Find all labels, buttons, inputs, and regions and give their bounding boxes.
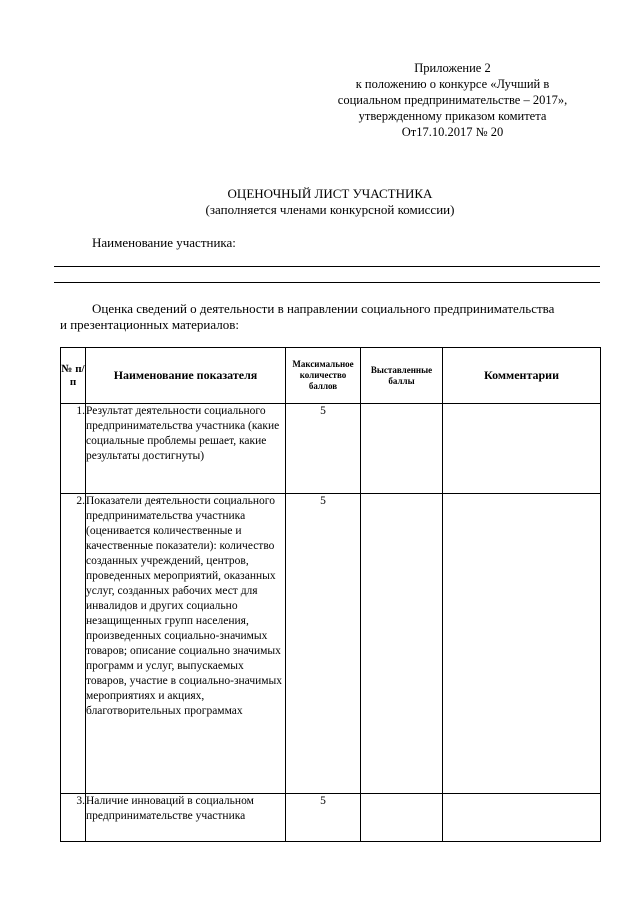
header-comments: Комментарии [443, 348, 601, 404]
document-title: ОЦЕНОЧНЫЙ ЛИСТ УЧАСТНИКА [227, 186, 433, 201]
participant-name-line [54, 282, 600, 283]
row-comment-cell[interactable] [443, 494, 601, 794]
appendix-line: Приложение 2 [414, 61, 491, 75]
participant-name-line [54, 266, 600, 267]
header-max-points: Максимальное количество баллов [286, 348, 361, 404]
table-row [61, 404, 601, 494]
intro-paragraph [60, 301, 600, 333]
row-comment-cell[interactable] [443, 794, 601, 842]
header-given-points: Выставленные баллы [361, 348, 443, 404]
row-indicator-name: Результат деятельности социального предпринимательства участника (какие социальные проблемы решает, какие результаты достигнуты) [86, 404, 286, 494]
row-number: 2. [61, 494, 86, 794]
intro-line: и презентационных материалов: [60, 317, 239, 332]
table-row [61, 494, 601, 794]
table-row [61, 794, 601, 842]
evaluation-table [60, 347, 601, 842]
appendix-line: к положению о конкурсе «Лучший в [355, 77, 550, 91]
row-indicator-name: Наличие инноваций в социальном предпринимательстве участника [86, 794, 286, 842]
row-indicator-name: Показатели деятельности социального предпринимательства участника (оценивается количественные и качественные показатели): количество созданных учреждений, центров, проведенных мероприятий, оказанных услуг, созданных рабочих мест для инвалидов и других социально незащищенных групп населения, произведенных социально-значимых товаров; описание социально значимых программ и услуг, выпускаемых товаров, участие в социально-значимых мероприятиях и акциях, благотворительных программах [86, 494, 286, 794]
row-max-points: 5 [286, 494, 361, 794]
appendix-line: социальном предпринимательстве – 2017», [337, 93, 568, 107]
appendix-line: От17.10.2017 № 20 [401, 125, 504, 139]
header-indicator-name: Наименование показателя [86, 348, 286, 404]
row-comment-cell[interactable] [443, 404, 601, 494]
row-max-points: 5 [286, 794, 361, 842]
intro-line: Оценка сведений о деятельности в направлении социального предпринимательства [92, 301, 555, 316]
row-number: 3. [61, 794, 86, 842]
row-given-points-cell[interactable] [361, 794, 443, 842]
document-subtitle: (заполняется членами конкурсной комиссии) [205, 202, 455, 217]
appendix-line: утвержденному приказом комитета [358, 109, 547, 123]
row-number: 1. [61, 404, 86, 494]
appendix-note [300, 60, 605, 140]
participant-name-label: Наименование участника: [92, 235, 236, 250]
row-given-points-cell[interactable] [361, 404, 443, 494]
row-given-points-cell[interactable] [361, 494, 443, 794]
row-max-points: 5 [286, 404, 361, 494]
table-header-row [61, 348, 601, 404]
header-number: № п/п [61, 348, 86, 404]
